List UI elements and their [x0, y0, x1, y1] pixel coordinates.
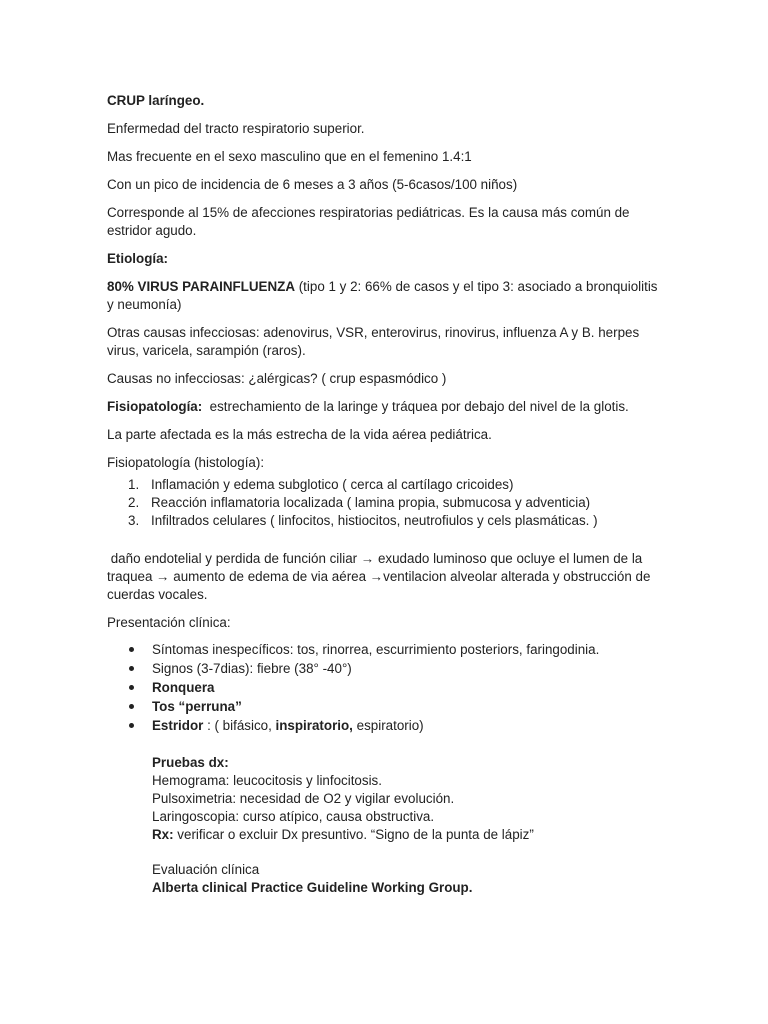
pruebas-pulsoximetria: Pulsoximetria: necesidad de O2 y vigilar evolución.	[152, 791, 455, 806]
document-page	[107, 92, 667, 897]
pruebas-block	[107, 754, 667, 844]
paragraph-non-infectious: Causas no infecciosas: ¿alérgicas? ( crup espasmódico )	[107, 371, 447, 386]
list-item: 3. Infiltrados celulares ( linfocitos, histiocitos, neutrofiulos y cels plasmáticas. )	[128, 513, 598, 528]
pruebas-hemograma: Hemograma: leucocitosis y linfocitosis.	[152, 773, 382, 788]
paragraph-fisiopatologia	[107, 398, 667, 416]
paragraph-affected-part: La parte afectada es la más estrecha de la vida aérea pediátrica.	[107, 427, 492, 442]
list-item: Tos “perruna”	[107, 697, 667, 716]
paragraph-definition: Enfermedad del tracto respiratorio superior.	[107, 121, 365, 136]
clinical-bullets	[107, 640, 667, 735]
pruebas-heading: Pruebas dx:	[152, 755, 229, 770]
paragraph-sex-ratio: Mas frecuente en el sexo masculino que en el femenino 1.4:1	[107, 149, 472, 164]
paragraph-incidence: Con un pico de incidencia de 6 meses a 3 años (5-6casos/100 niños)	[107, 177, 518, 192]
bullet-icon	[129, 666, 134, 671]
list-item: Signos (3-7dias): fiebre (38° -40°)	[107, 659, 667, 678]
paragraph-presentation-heading: Presentación clínica:	[107, 615, 231, 630]
list-item: 1. Inflamación y edema subglotico ( cerca al cartílago cricoides)	[128, 477, 514, 492]
bullet-icon	[129, 704, 134, 709]
paragraph-histology-heading: Fisiopatología (histología):	[107, 455, 265, 470]
bullet-icon	[129, 647, 134, 652]
list-item: Ronquera	[107, 678, 667, 697]
paragraph-other-causes: Otras causas infecciosas: adenovirus, VSR, enterovirus, rinovirus, influenza A y B. herpes virus, varicela, sarampión (raros).	[107, 325, 640, 358]
guideline-group: Alberta clinical Practice Guideline Working Group.	[152, 880, 473, 895]
histology-list	[107, 476, 667, 530]
fisio-bold: Fisiopatología:	[107, 399, 203, 414]
list-item: Síntomas inespecíficos: tos, rinorrea, escurrimiento posteriors, faringodinia.	[107, 640, 667, 659]
evaluation-block	[107, 861, 667, 897]
pruebas-laringoscopia: Laringoscopia: curso atípico, causa obstructiva.	[152, 809, 435, 824]
paragraph-pathophysiology-chain: daño endotelial y perdida de función ciliar → exudado luminoso que ocluye el lumen de la traquea → aumento de edema de via aérea →ventilacion alveolar alterada y obstrucción de cuerdas vocales.	[107, 551, 655, 602]
paragraph-frequency: Corresponde al 15% de afecciones respiratorias pediátricas. Es la causa más común de estridor agudo.	[107, 205, 630, 238]
bullet-icon	[129, 685, 134, 690]
evaluation-heading: Evaluación clínica	[152, 862, 260, 877]
fisio-detail: estrechamiento de la laringe y tráquea por debajo del nivel de la glotis.	[202, 399, 629, 414]
heading-etiologia: Etiología:	[107, 251, 168, 266]
document-title: CRUP laríngeo.	[107, 93, 205, 108]
pruebas-rx: Rx: verificar o excluir Dx presuntivo. “Signo de la punta de lápiz”	[152, 827, 534, 842]
list-item: Estridor : ( bifásico, inspiratorio, espiratorio)	[107, 716, 667, 735]
bullet-icon	[129, 723, 134, 728]
list-item: 2. Reacción inflamatoria localizada ( lamina propia, submucosa y adventicia)	[128, 495, 591, 510]
virus-detail: (tipo 1 y 2: 66% de casos y el tipo 3: asociado a bronquiolitis y neumonía)	[107, 279, 658, 312]
paragraph-virus	[107, 278, 667, 314]
virus-bold: 80% VIRUS PARAINFLUENZA	[107, 279, 295, 294]
